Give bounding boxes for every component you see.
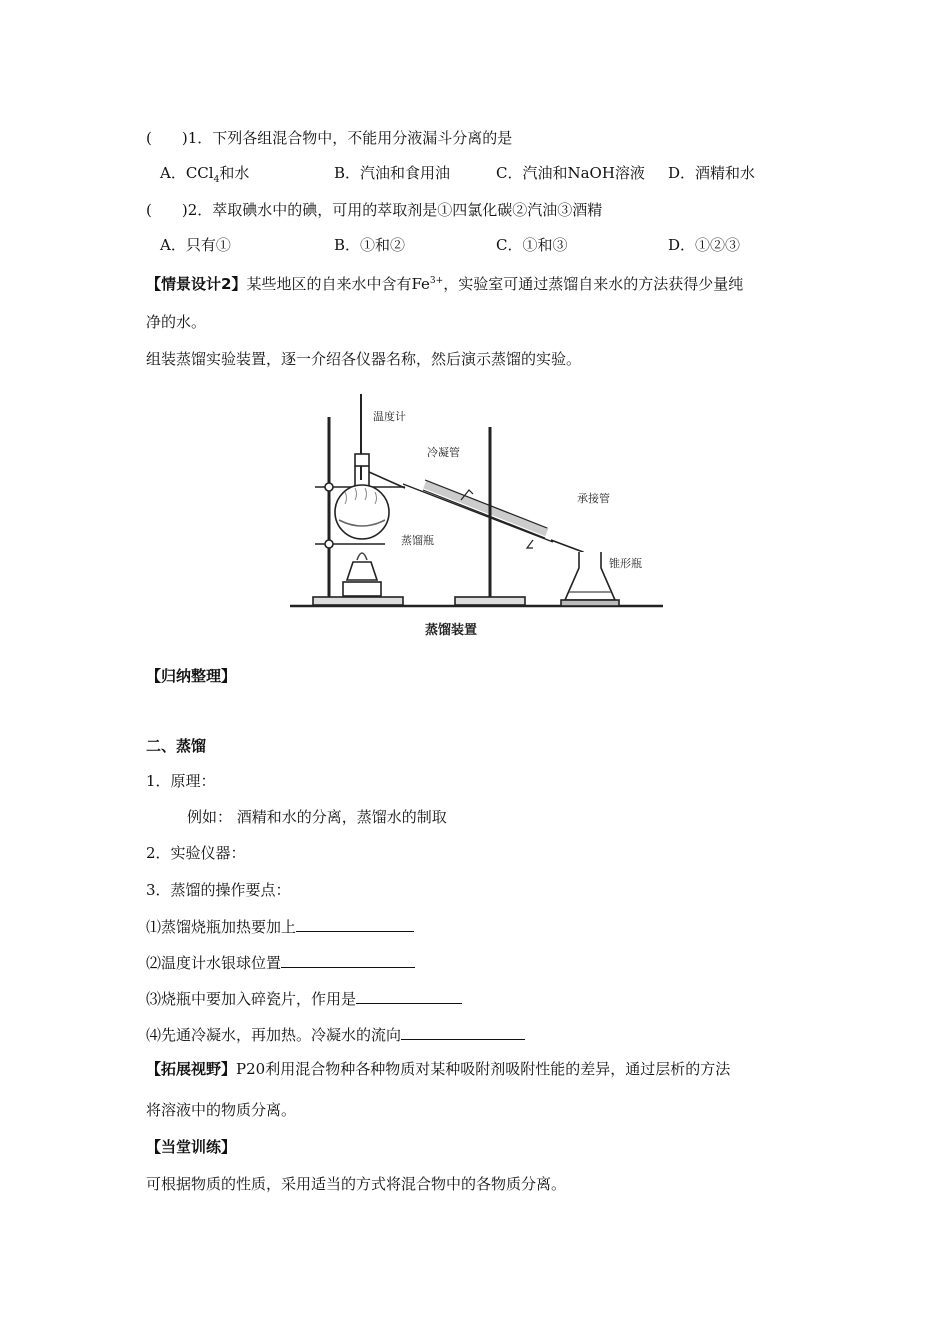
section2-title: 二、蒸馏: [146, 737, 207, 755]
q1-option-b: B．汽油和食用油: [334, 164, 451, 182]
section2-principle: 1．原理：: [146, 772, 216, 790]
section2-key-points: 3．蒸馏的操作要点：: [146, 881, 291, 899]
section2-item-4: ⑷先通冷凝水，再加热。冷凝水的流向: [146, 1024, 525, 1045]
q2-stem: ( )2．萃取碘水中的碘，可用的萃取剂是①四氯化碳②汽油③酒精: [146, 201, 603, 219]
scene-paragraph: 【情景设计2】某些地区的自来水中含有$Fe^{3+}$，实验室可通过蒸馏自来水的方法获得少量纯: [146, 275, 744, 293]
expand-paragraph: 【拓展视野】P20利用混合物种各种物质对某种吸附剂吸附性能的差异，通过层析的方法: [146, 1060, 731, 1078]
distillation-apparatus-figure: [285, 392, 665, 644]
scene-line2: 净的水。: [146, 313, 207, 331]
q1-option-a: A．CCl$_4$和水: [160, 164, 250, 185]
q1-stem: ( )1．下列各组混合物中，不能用分液漏斗分离的是: [146, 129, 513, 147]
label-flask: 蒸馏瓶: [401, 534, 434, 547]
practice-text: 可根据物质的性质，采用适当的方式将混合物中的各物质分离。: [146, 1175, 567, 1193]
expand-line2: 将溶液中的物质分离。: [146, 1101, 297, 1119]
label-thermometer: 温度计: [373, 410, 406, 423]
label-conical-flask: 锥形瓶: [609, 557, 642, 570]
section2-item-3: ⑶烧瓶中要加入碎瓷片，作用是: [146, 988, 462, 1009]
scene-heading: 【情景设计2】: [146, 275, 247, 293]
section2-apparatus: 2．实验仪器：: [146, 844, 246, 862]
section2-example: 例如： 酒精和水的分离，蒸馏水的制取: [187, 808, 447, 826]
q1-option-c: C．汽油和NaOH溶液: [496, 164, 645, 182]
practice-heading: 【当堂训练】: [146, 1138, 237, 1156]
q2-option-c: C．①和③: [496, 236, 568, 254]
section2-item-2: ⑵温度计水银球位置: [146, 952, 415, 973]
q2-option-a: A．只有①: [160, 236, 231, 254]
q2-option-b: B．①和②: [334, 236, 406, 254]
section2-item-1: ⑴蒸馏烧瓶加热要加上: [146, 916, 414, 937]
expand-heading: 【拓展视野】: [146, 1060, 237, 1078]
q1-option-d: D．酒精和水: [668, 164, 756, 182]
label-condenser: 冷凝管: [427, 446, 460, 459]
q2-option-d: D．①②③: [668, 236, 741, 254]
label-adapter: 承接管: [577, 492, 610, 505]
summary-heading: 【归纳整理】: [146, 667, 237, 685]
scene-line3: 组装蒸馏实验装置，逐一介绍各仪器名称，然后演示蒸馏的实验。: [146, 350, 582, 368]
figure-caption: 蒸馏装置: [425, 623, 478, 638]
